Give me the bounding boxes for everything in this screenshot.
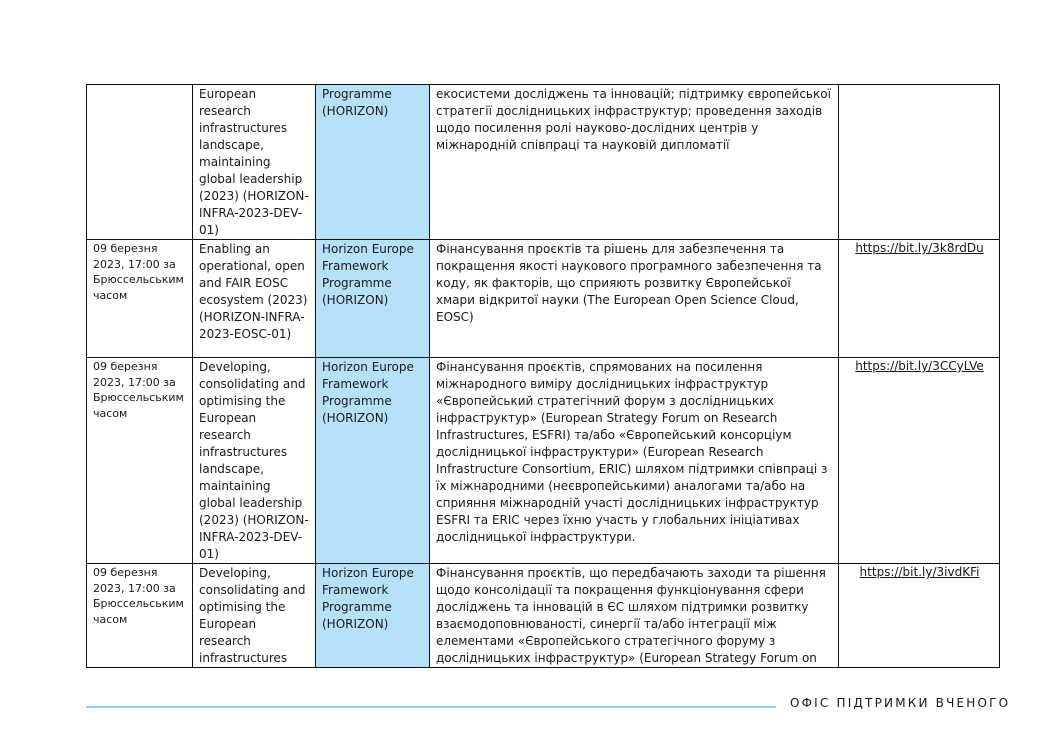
link-cell bbox=[839, 358, 1000, 564]
description-cell: Фінансування проєктів та рішень для забезпечення та покращення якості наукового програмного забезпечення та коду, як факторів, що сприяють розвитку Європейської хмари відкритої науки (The European Open Science Cloud, EOSC) bbox=[430, 240, 839, 358]
link-cell bbox=[839, 564, 1000, 668]
call-title-cell: Enabling an operational, open and FAIR EOSC ecosystem (2023) (HORIZON-INFRA-2023-EOSC-01) bbox=[193, 240, 316, 358]
description-cell: Фінансування проєктів, спрямованих на посилення міжнародного виміру дослідницьких інфраструктур «Європейський стратегічний форум з дослідницьких інфраструктур» (European Strategy Forum on Research Infrastructures, ESFRI) та/або «Європейський консорціум дослідницької інфраструктури» (European Research Infrastructure Consortium, ERIC) шляхом підтримки співпраці з їх міжнародними (неєвропейськими) аналогами та/або на сприяння міжнародній участі дослідницьких інфраструктур ESFRI та ERIC через їхню участь у глобальних ініціативах дослідницької інфраструктури. bbox=[430, 358, 839, 564]
footer-brand: ОФІС ПІДТРИМКИ ВЧЕНОГО bbox=[790, 696, 1011, 710]
call-title-cell: European research infrastructures landscape, maintaining global leadership (2023) (HORIZON-INFRA-2023-DEV-01) bbox=[193, 85, 316, 240]
link-cell bbox=[839, 240, 1000, 358]
programme-cell: Programme (HORIZON) bbox=[316, 85, 430, 240]
programme-cell: Horizon Europe Framework Programme (HORIZON) bbox=[316, 564, 430, 668]
call-title-cell: Developing, consolidating and optimising the European research infrastructures bbox=[193, 564, 316, 668]
call-link[interactable]: https://bit.ly/3k8rdDu bbox=[855, 241, 984, 255]
call-link[interactable]: https://bit.ly/3CCyLVe bbox=[855, 359, 984, 373]
description-cell: Фінансування проєктів, що передбачають заходи та рішення щодо консолідації та покращення функціонування сфери досліджень та інновацій в ЄС шляхом підтримки розвитку взаємодоповнюваності, синергії та/або інтеграції між елементами «Європейського стратегічного форуму з дослідницьких інфраструктур» (European Strategy Forum on bbox=[430, 564, 839, 668]
programme-cell: Horizon Europe Framework Programme (HORIZON) bbox=[316, 358, 430, 564]
programme-cell: Horizon Europe Framework Programme (HORIZON) bbox=[316, 240, 430, 358]
table-row bbox=[87, 358, 1000, 564]
table-row bbox=[87, 240, 1000, 358]
table-row bbox=[87, 564, 1000, 668]
link-cell bbox=[839, 85, 1000, 240]
deadline-cell bbox=[87, 85, 193, 240]
table-row bbox=[87, 85, 1000, 240]
grants-table bbox=[86, 84, 1000, 668]
footer-divider bbox=[86, 706, 776, 708]
call-title-cell: Developing, consolidating and optimising the European research infrastructures landscape, maintaining global leadership (2023) (HORIZON-INFRA-2023-DEV-01) bbox=[193, 358, 316, 564]
deadline-cell: 09 березня 2023, 17:00 за Брюссельським часом bbox=[87, 358, 193, 564]
description-cell: екосистеми досліджень та інновацій; підтримку європейської стратегії дослідницьких інфраструктур; проведення заходів щодо посилення ролі науково-дослідних центрів у міжнародній співпраці та науковій дипломатії bbox=[430, 85, 839, 240]
call-link[interactable]: https://bit.ly/3ivdKFi bbox=[859, 565, 980, 579]
deadline-cell: 09 березня 2023, 17:00 за Брюссельським часом bbox=[87, 240, 193, 358]
deadline-cell: 09 березня 2023, 17:00 за Брюссельським часом bbox=[87, 564, 193, 668]
